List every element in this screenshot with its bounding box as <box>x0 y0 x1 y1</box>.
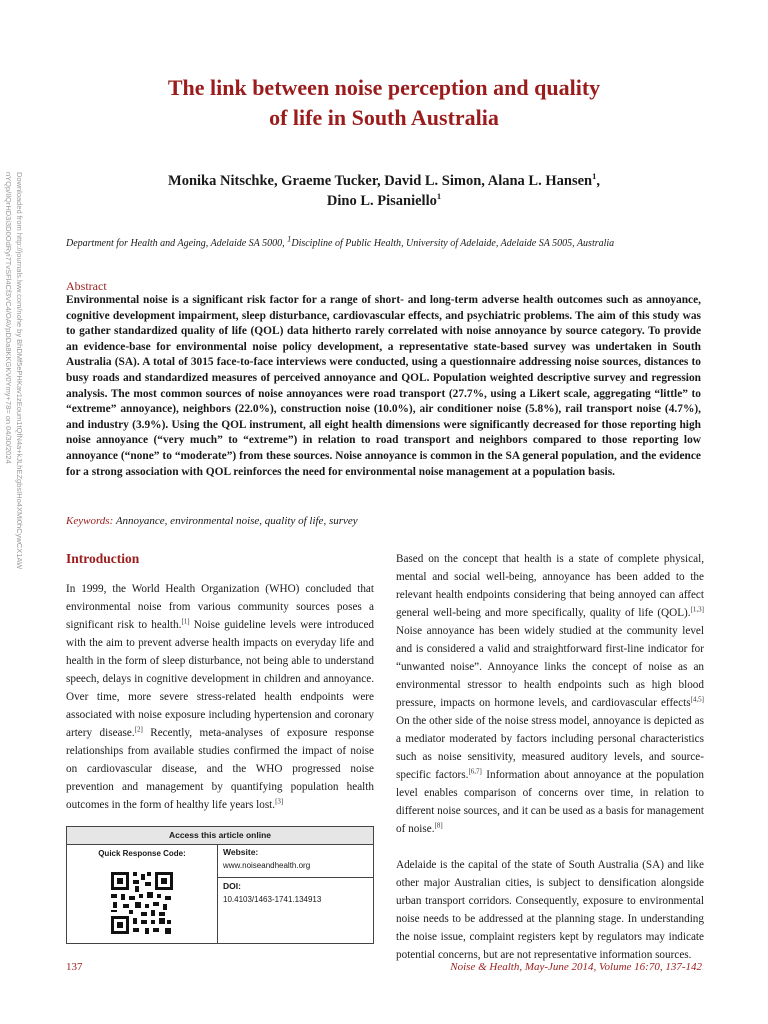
qr-label: Quick Response Code: <box>98 849 186 858</box>
website-row <box>218 844 373 878</box>
website-label: Website: <box>223 847 259 857</box>
access-article-box <box>66 826 374 944</box>
watermark-text: Downloaded from http://journals.lww.com/nohe by BhDMf5ePHKav1zEoum1tQfN4a+kJLhEZgbsIHo4XMi0hCywCX1AW nYQp/IlQrHD3i3D0OdRyi7TvSFl4Cf3VC4/OAVpDDa8KKGKV0Ymy+78= on 04/30/2024 <box>4 172 24 570</box>
keywords <box>66 515 706 527</box>
authors-line-2: Dino L. Pisaniello$^1$ <box>326 191 442 209</box>
abstract-heading: Abstract <box>66 279 107 293</box>
citation-link[interactable]: [1,3] <box>690 605 704 614</box>
citation-link[interactable]: [3] <box>275 797 284 806</box>
doi-label: DOI: <box>223 881 241 891</box>
keywords-text: Annoyance, environmental noise, quality of life, survey <box>113 515 358 527</box>
citation-link[interactable]: [4,5] <box>690 695 704 704</box>
qr-cell <box>67 844 218 943</box>
intro-right-column <box>396 550 704 964</box>
intro-paragraph-right-2: Adelaide is the capital of the state of South Australia (SA) and like other major Australian cities, is subject to densification alongside urban transport corridors. Consequently, exposure to environmental noise needs to be addressed at the planning stage. In understanding the noise issue, complaint registers kept by regulators may indicate potential concerns, but are not representative information sources. <box>396 859 704 961</box>
citation-link[interactable]: [1] <box>181 617 190 626</box>
journal-citation: Noise & Health, May-June 2014, Volume 16:70, 137-142 <box>450 961 702 973</box>
doi-row <box>218 878 373 907</box>
authors-line-1: Monika Nitschke, Graeme Tucker, David L. Simon, Alana L. Hansen$^1$, <box>168 171 600 189</box>
qr-code-icon[interactable] <box>109 870 175 936</box>
title-line-2: of life in South Australia <box>269 105 499 130</box>
doi-link[interactable]: 10.4103/1463-1741.134913 <box>223 895 322 904</box>
citation-link[interactable]: [2] <box>134 725 143 734</box>
access-box-header: Access this article online <box>67 827 373 845</box>
keywords-label: Keywords: <box>66 515 114 527</box>
citation-link[interactable]: [8] <box>434 821 443 830</box>
introduction-heading: Introduction <box>66 551 140 566</box>
access-info-cell <box>218 844 373 943</box>
article-title <box>60 73 708 133</box>
intro-paragraph-right-1: Based on the concept that health is a state of complete physical, mental and social well-being, annoyance has been added to the relevant health endpoints considering that being annoyed can affect general well-being and more specifically, quality of life (QOL).[1,3] Noise annoyance has been widely studied at the community level and is considered a valid and straightforward first-line indicator for “unwanted noise”. Annoyance links the concept of noise as an environmental stressor to health endpoints such as high blood pressure, impacts on hormone levels, and cardiovascular effects[4,5] On the other side of the noise stress model, annoyance is depicted as a mediator moderated by factors including personal characteristics such as noise sensitivity, measured auditory levels, and source-specific factors.[6,7] Information about annoyance at the population level enables comparison of concerns over time, in relation to different noise sources, and it can be used as a basis for management of noise.[8] <box>396 553 704 835</box>
affiliation: Department for Health and Ageing, Adelaide SA 5000, $^1$Discipline of Public Health, University of Adelaide, Adelaide SA 5005, Australia <box>66 233 615 249</box>
page-number: 137 <box>66 961 83 973</box>
website-link[interactable]: www.noiseandhealth.org <box>223 861 311 870</box>
title-line-1: The link between noise perception and quality <box>167 75 601 100</box>
abstract-text: Environmental noise is a significant risk factor for a range of short- and long-term adverse health outcomes such as annoyance, cognitive development impairment, sleep disturbance, cardiovascular effects, and psychiatric problems. The aim of this study was to gather standardized quality of life (QOL) data hitherto rarely correlated with noise annoyance by source category. To provide an evidence-base for environmental noise policy development, a representative state-based survey was undertaken in South Australia (SA). A total of 3015 face-to-face interviews were conducted, using a questionnaire addressing noise sources, distances to busy roads and standardized measures of perceived annoyance and QOL. Population weighted descriptive survey and regression analysis. The most common sources of noise annoyances were road transport (27.7%, using a Likert scale, aggregating “little” to “extreme” annoyance), neighbors (22.0%), construction noise (10.0%), air conditioner noise (5.8%), rail transport noise (4.7%), and industry (3.9%). Using the QOL instrument, all eight health dimensions were significantly decreased for those reporting high noise annoyance (“very much” to “extreme”) in relation to road transport and neighbors compared to those reporting low annoyance (“none” to “moderate”) from these sources. Noise annoyance is common in the SA general population, and the evidence for a strong association with QOL reinforces the need for environmental noise management at a population basis. <box>66 294 701 478</box>
author-list <box>60 171 708 211</box>
download-watermark <box>4 172 37 932</box>
intro-paragraph-left: In 1999, the World Health Organization (WHO) concluded that environmental noise from various community sources poses a significant risk to health.[1] Noise guideline levels were introduced with the aim to prevent adverse health impacts on everyday life and health in the form of sleep disturbance, not being able to understand speech, delays in cognitive development in children and annoyance. Over time, more severe stress-related health endpoints were associated with noise exposure including hypertension and coronary artery disease.[2] Recently, meta-analyses of exposure response relationships from available studies confirmed the impact of noise on cardiovascular disease, and the WHO progressed noise prevention and management by quantifying population health outcomes in the form of healthy life years lost.[3] <box>66 583 374 811</box>
citation-link[interactable]: [6,7] <box>468 767 482 776</box>
